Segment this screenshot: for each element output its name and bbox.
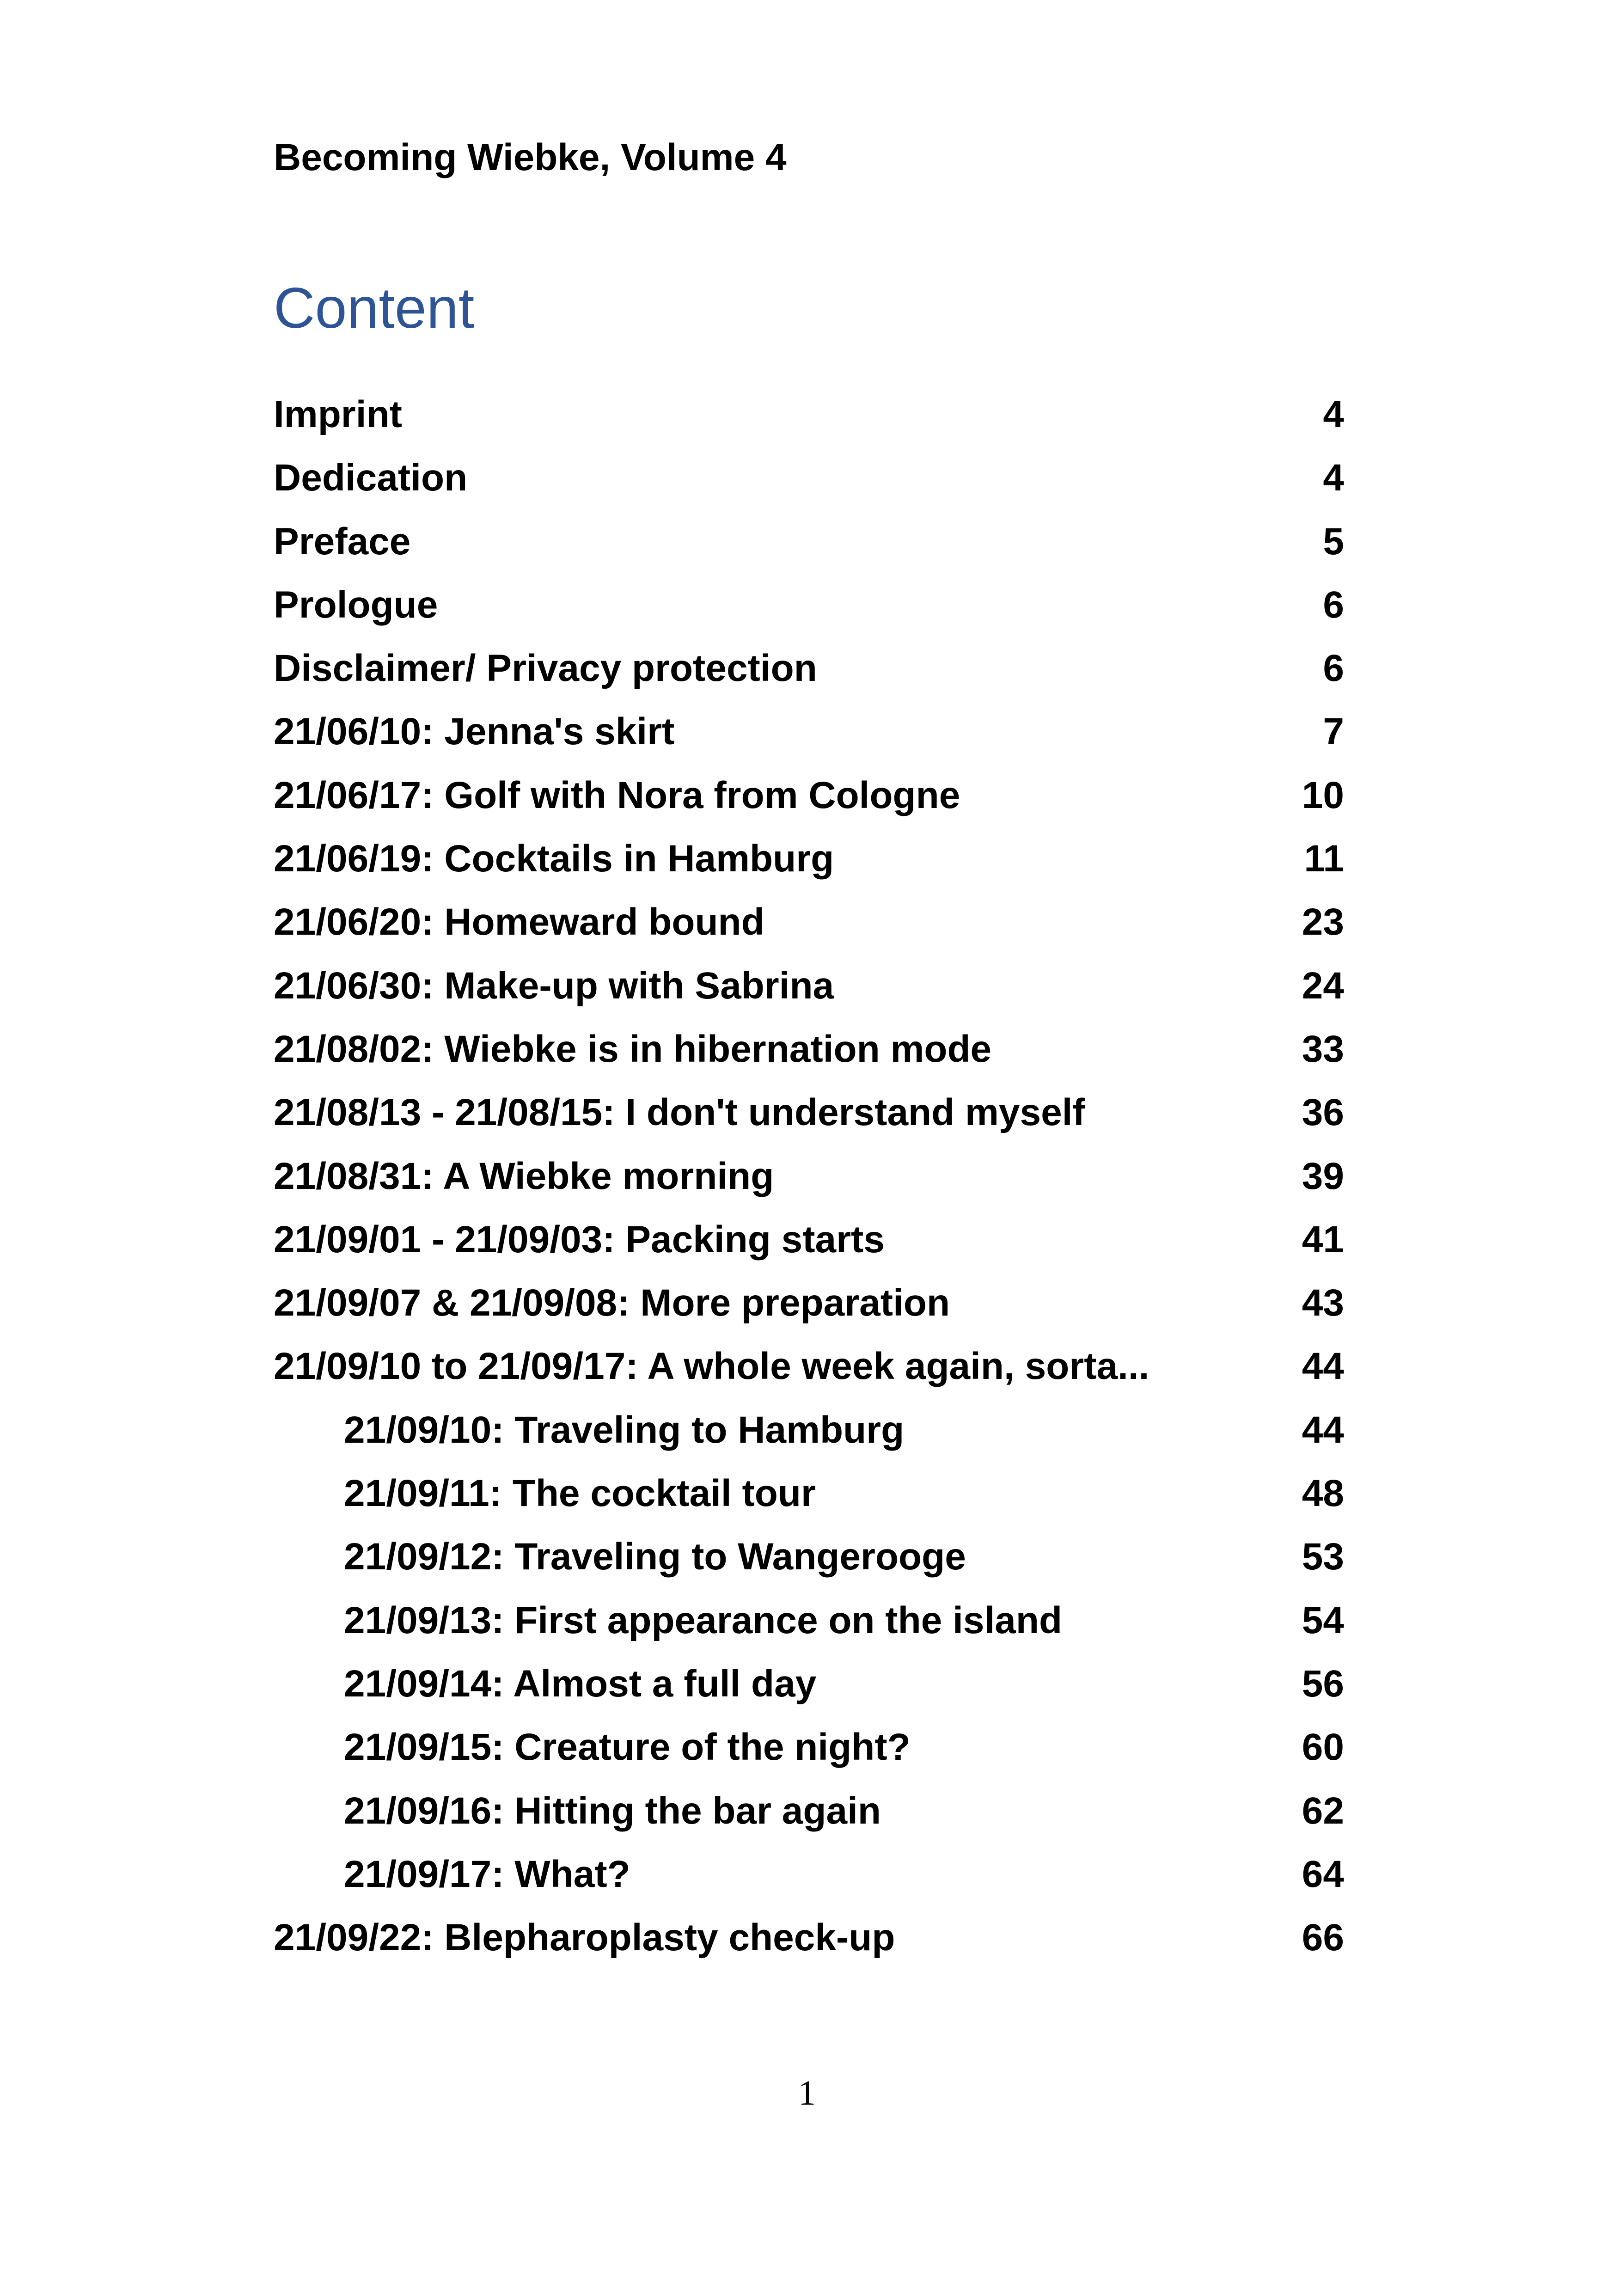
toc-entry-label: Dedication xyxy=(274,457,468,499)
toc-entry[interactable] xyxy=(274,700,1344,763)
toc-entry-label: 21/08/31: A Wiebke morning xyxy=(274,1155,774,1197)
toc-entry[interactable] xyxy=(274,827,1344,890)
book-title: Becoming Wiebke, Volume 4 xyxy=(274,136,787,178)
toc-entry-page: 33 xyxy=(1302,1028,1344,1070)
toc-entry-label: 21/06/30: Make-up with Sabrina xyxy=(274,964,834,1007)
toc-subentry[interactable] xyxy=(274,1715,1344,1779)
toc-entry[interactable] xyxy=(274,1145,1344,1208)
toc-entry-page: 5 xyxy=(1323,520,1344,563)
toc-entry[interactable] xyxy=(274,890,1344,954)
toc-entry-page: 4 xyxy=(1323,393,1344,435)
toc-entry-page: 6 xyxy=(1323,647,1344,690)
toc-entry-page: 4 xyxy=(1323,457,1344,499)
toc-entry-page: 53 xyxy=(1302,1536,1344,1578)
toc-entry-label: 21/09/22: Blepharoplasty check-up xyxy=(274,1916,895,1959)
toc-entry-label: 21/09/17: What? xyxy=(344,1853,630,1895)
toc-entry-page: 66 xyxy=(1302,1916,1344,1959)
toc-entry[interactable] xyxy=(274,1335,1344,1398)
toc-entry-label: 21/08/02: Wiebke is in hibernation mode xyxy=(274,1028,992,1070)
table-of-contents xyxy=(274,383,1344,1969)
toc-entry-page: 48 xyxy=(1302,1472,1344,1515)
toc-entry[interactable] xyxy=(274,510,1344,573)
toc-entry-label: Disclaimer/ Privacy protection xyxy=(274,647,817,690)
toc-subentry[interactable] xyxy=(274,1398,1344,1462)
toc-subentry[interactable] xyxy=(274,1462,1344,1525)
toc-subentry[interactable] xyxy=(274,1779,1344,1843)
toc-entry-page: 44 xyxy=(1302,1345,1344,1388)
toc-subentry[interactable] xyxy=(274,1652,1344,1715)
toc-entry-label: 21/09/01 - 21/09/03: Packing starts xyxy=(274,1218,885,1261)
toc-entry[interactable] xyxy=(274,1017,1344,1081)
toc-entry-label: 21/06/19: Cocktails in Hamburg xyxy=(274,838,834,880)
toc-entry-label: Imprint xyxy=(274,393,402,435)
toc-entry-label: 21/09/10: Traveling to Hamburg xyxy=(344,1408,905,1451)
toc-entry[interactable] xyxy=(274,573,1344,637)
toc-entry-label: 21/09/07 & 21/09/08: More preparation xyxy=(274,1282,950,1324)
toc-entry[interactable] xyxy=(274,1081,1344,1144)
toc-entry[interactable] xyxy=(274,1906,1344,1969)
toc-entry-label: 21/06/17: Golf with Nora from Cologne xyxy=(274,774,960,816)
toc-entry-page: 41 xyxy=(1302,1218,1344,1261)
toc-entry[interactable] xyxy=(274,1208,1344,1271)
toc-entry-page: 36 xyxy=(1302,1091,1344,1134)
toc-entry[interactable] xyxy=(274,446,1344,509)
toc-entry-label: 21/09/15: Creature of the night? xyxy=(344,1726,911,1769)
toc-entry-page: 43 xyxy=(1302,1282,1344,1324)
toc-entry-label: 21/09/13: First appearance on the island xyxy=(344,1599,1063,1641)
toc-entry-label: 21/09/14: Almost a full day xyxy=(344,1662,817,1705)
toc-entry-label: 21/06/10: Jenna's skirt xyxy=(274,710,675,753)
toc-entry[interactable] xyxy=(274,954,1344,1017)
toc-entry-page: 7 xyxy=(1323,710,1344,753)
toc-entry[interactable] xyxy=(274,637,1344,700)
toc-entry-label: Prologue xyxy=(274,583,438,626)
toc-entry-page: 10 xyxy=(1302,774,1344,816)
toc-entry-page: 60 xyxy=(1302,1726,1344,1769)
toc-entry-page: 11 xyxy=(1304,838,1344,880)
toc-entry[interactable] xyxy=(274,1271,1344,1335)
toc-subentry[interactable] xyxy=(274,1843,1344,1906)
toc-entry-page: 23 xyxy=(1302,901,1344,943)
toc-entry-page: 54 xyxy=(1302,1599,1344,1641)
toc-entry-page: 6 xyxy=(1323,583,1344,626)
toc-entry-label: 21/08/13 - 21/08/15: I don't understand myself xyxy=(274,1091,1085,1134)
toc-entry-label: Preface xyxy=(274,520,411,563)
toc-entry-label: 21/09/10 to 21/09/17: A whole week again, sorta... xyxy=(274,1345,1149,1388)
toc-entry-label: 21/09/16: Hitting the bar again xyxy=(344,1789,881,1832)
toc-entry-page: 24 xyxy=(1302,964,1344,1007)
toc-entry[interactable] xyxy=(274,383,1344,446)
page-number: 1 xyxy=(798,2074,816,2112)
toc-subentry[interactable] xyxy=(274,1525,1344,1588)
toc-entry-label: 21/06/20: Homeward bound xyxy=(274,901,764,943)
toc-heading: Content xyxy=(274,276,475,340)
toc-entry[interactable] xyxy=(274,764,1344,827)
toc-entry-label: 21/09/11: The cocktail tour xyxy=(344,1472,816,1515)
toc-subentry[interactable] xyxy=(274,1589,1344,1652)
toc-entry-page: 56 xyxy=(1302,1662,1344,1705)
toc-entry-label: 21/09/12: Traveling to Wangerooge xyxy=(344,1536,966,1578)
toc-entry-page: 64 xyxy=(1302,1853,1344,1895)
toc-entry-page: 39 xyxy=(1302,1155,1344,1197)
toc-entry-page: 44 xyxy=(1302,1408,1344,1451)
toc-entry-page: 62 xyxy=(1302,1789,1344,1832)
